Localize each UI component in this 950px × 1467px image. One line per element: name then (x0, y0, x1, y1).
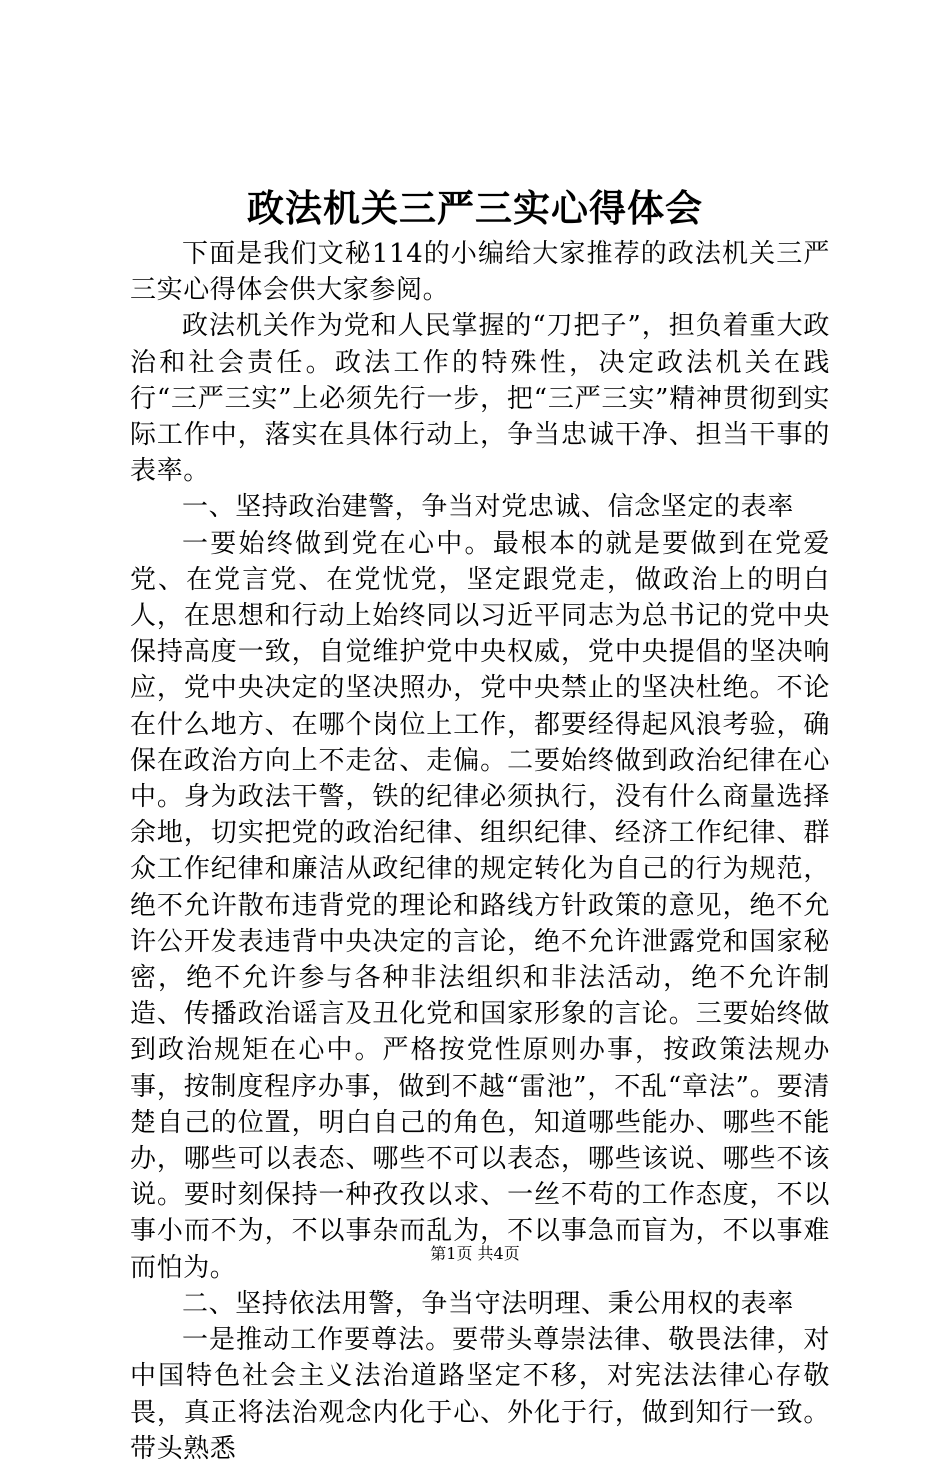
document-title: 政法机关三严三实心得体会 (247, 186, 703, 230)
paragraph-section-one: 一要始终做到党在心中。最根本的就是要做到在党爱党、在党言党、在党忧党，坚定跟党走，做政治上的明白人，在思想和行动上始终同以习近平同志为总书记的党中央保持高度一致，自觉维护党中央权威，党中央提倡的坚决响应，党中央决定的坚决照办，党中央禁止的坚决杜绝。不论在什么地方、在哪个岗位上工作，都要经得起风浪考验，确保在政治方向上不走岔、走偏。二要始终做到政治纪律在心中。身为政法干警，铁的纪律必须执行，没有什么商量选择余地，切实把党的政治纪律、组织纪律、经济工作纪律、群众工作纪律和廉洁从政纪律的规定转化为自己的行为规范，绝不允许散布违背党的理论和路线方针政策的意见，绝不允许公开发表违背中央决定的言论，绝不允许泄露党和国家秘密，绝不允许参与各种非法组织和非法活动，绝不允许制造、传播政治谣言及丑化党和国家形象的言论。三要始终做到政治规矩在心中。严格按党性原则办事，按政策法规办事，按制度程序办事，做到不越“雷池”，不乱“章法”。要清楚自己的位置，明白自己的角色，知道哪些能办、哪些不能办，哪些可以表态、哪些不可以表态，哪些该说、哪些不该说。要时刻保持一种孜孜以求、一丝不苟的工作态度，不以事小而不为，不以事杂而乱为，不以事急而盲为，不以事难而怕为。 (130, 528, 830, 1283)
section-heading-two: 二、坚持依法用警，争当守法明理、秉公用权的表率 (182, 1288, 794, 1319)
document-body (130, 236, 830, 1467)
section-heading-one: 一、坚持政治建警，争当对党忠诚、信念坚定的表率 (182, 492, 794, 523)
paragraph-section-two: 一是推动工作要尊法。要带头尊崇法律、敬畏法律，对中国特色社会主义法治道路坚定不移，对宪法法律心存敬畏，真正将法治观念内化于心、外化于行，做到知行一致。带头熟悉 (130, 1325, 830, 1464)
paragraph-overview: 政法机关作为党和人民掌握的“刀把子”，担负着重大政治和社会责任。政法工作的特殊性，决定政法机关在践行“三严三实”上必须先行一步，把“三严三实”精神贯彻到实际工作中，落实在具体行动上，争当忠诚干净、担当干事的表率。 (130, 311, 830, 487)
page-footer: 第1页 共4页 (430, 1244, 520, 1263)
intro-paragraph: 下面是我们文秘114的小编给大家推荐的政法机关三严三实心得体会供大家参阅。 (130, 239, 830, 306)
